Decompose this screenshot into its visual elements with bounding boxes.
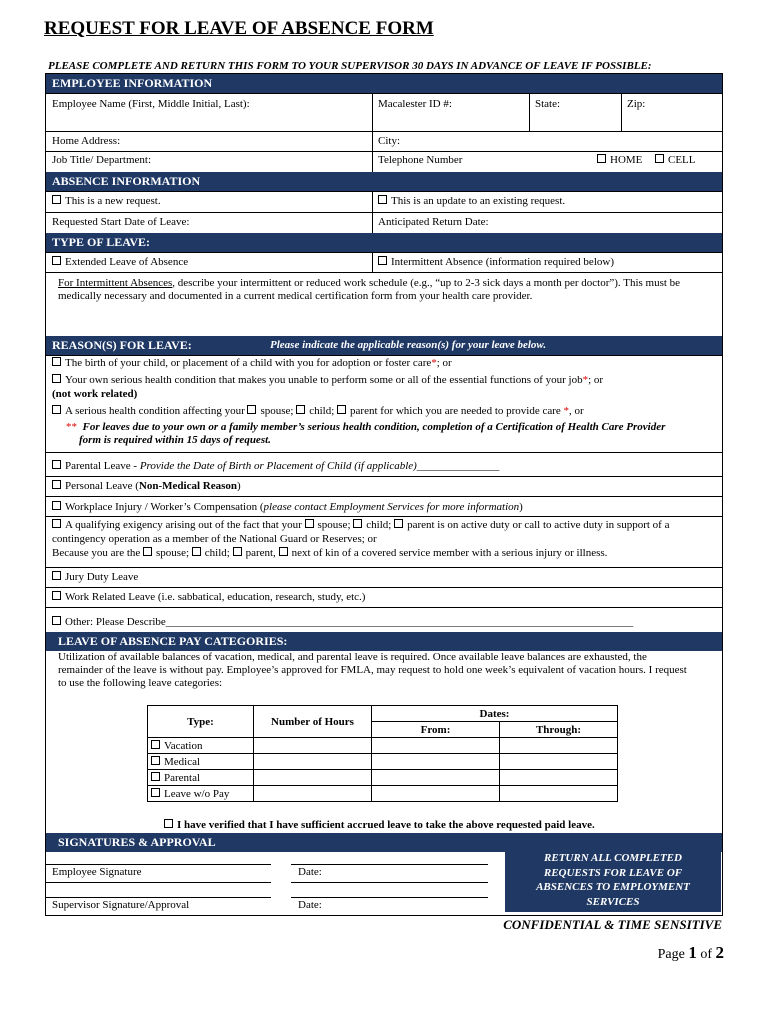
- zip-field[interactable]: Zip:: [627, 98, 646, 110]
- work-related-checkbox[interactable]: Work Related Leave (i.e. sabbatical, education, research, study, etc.): [52, 591, 365, 604]
- jury-duty-checkbox[interactable]: Jury Duty Leave: [52, 571, 138, 584]
- spouse-checkbox[interactable]: [247, 405, 256, 414]
- leave-without-pay-checkbox[interactable]: Leave w/o Pay: [148, 786, 254, 802]
- confidential-notice: CONFIDENTIAL & TIME SENSITIVE: [503, 917, 722, 932]
- checkbox-icon: [52, 591, 61, 600]
- medical-checkbox[interactable]: Medical: [148, 754, 254, 770]
- home-phone-checkbox[interactable]: HOME: [597, 154, 642, 167]
- col-type: Type:: [148, 706, 254, 738]
- page-title: REQUEST FOR LEAVE OF ABSENCE FORM: [44, 18, 434, 39]
- exigency-line2: contingency operation as a member of the National Guard or Reserves; or: [52, 533, 377, 545]
- hours-cell[interactable]: [254, 754, 372, 770]
- section-header-type: TYPE OF LEAVE:: [46, 233, 722, 252]
- hours-cell[interactable]: [254, 786, 372, 802]
- section-header-signatures: SIGNATURES & APPROVAL: [46, 833, 722, 852]
- telephone-field[interactable]: Telephone Number: [378, 154, 463, 166]
- extended-leave-checkbox[interactable]: Extended Leave of Absence: [52, 256, 188, 269]
- workplace-injury-checkbox[interactable]: Workplace Injury / Worker’s Compensation (please contact Employment Services for more information): [52, 501, 523, 514]
- checkbox-icon: [52, 357, 61, 366]
- start-date-field[interactable]: Requested Start Date of Leave:: [52, 216, 190, 228]
- from-cell[interactable]: [372, 738, 500, 754]
- pay-paragraph-line2: remainder of the leave is without pay. Employee’s approved for FMLA, may request to hold one week’s equivalent of vacation hours. I request: [58, 664, 687, 676]
- new-request-checkbox[interactable]: This is a new request.: [52, 195, 161, 208]
- checkbox-icon: [52, 460, 61, 469]
- intermittent-note-line1: For Intermittent Absences, describe your intermittent or reduced work schedule (e.g., “up to 2-3 sick days a month per doctor”). This must be: [58, 277, 681, 289]
- checkbox-icon: [52, 195, 61, 204]
- checkbox-icon: [52, 616, 61, 625]
- next-of-kin-checkbox[interactable]: [279, 547, 288, 556]
- through-cell[interactable]: [500, 754, 618, 770]
- checkbox-icon: [52, 519, 61, 528]
- checkbox-icon: [52, 405, 61, 414]
- return-date-field[interactable]: Anticipated Return Date:: [378, 216, 489, 228]
- child-checkbox[interactable]: [353, 519, 362, 528]
- table-row: [148, 770, 618, 786]
- checkbox-icon: [52, 571, 61, 580]
- job-title-field[interactable]: Job Title/ Department:: [52, 154, 151, 166]
- from-cell[interactable]: [372, 786, 500, 802]
- parent-checkbox[interactable]: [233, 547, 242, 556]
- child-checkbox[interactable]: [296, 405, 305, 414]
- parental-leave-checkbox[interactable]: Parental Leave - Provide the Date of Birth or Placement of Child (if applicable)_______________: [52, 460, 499, 473]
- employee-date-field[interactable]: Date:: [298, 866, 322, 878]
- page-number: Page 1 of 2: [657, 943, 724, 962]
- macalester-id-field[interactable]: Macalester ID #:: [378, 98, 452, 110]
- checkbox-icon: [378, 195, 387, 204]
- other-reason-checkbox[interactable]: Other: Please Describe_____________________________________________________________________________________: [52, 616, 633, 629]
- col-through: Through:: [500, 722, 618, 738]
- own-health-checkbox[interactable]: Your own serious health condition that makes you unable to perform some or all of the essential functions of your job*; or: [52, 374, 603, 387]
- col-dates: Dates:: [372, 706, 618, 722]
- through-cell[interactable]: [500, 770, 618, 786]
- section-header-absence: ABSENCE INFORMATION: [46, 172, 722, 191]
- checkbox-icon: [52, 501, 61, 510]
- from-cell[interactable]: [372, 754, 500, 770]
- checkbox-icon: [52, 374, 61, 383]
- intermittent-note-line2: medically necessary and documented in a current medical certification form from your health care provider.: [58, 290, 533, 302]
- pay-paragraph-line1: Utilization of available balances of vacation, medical, and parental leave is required. Once available leave balances are exhausted, the: [58, 651, 647, 663]
- employee-name-field[interactable]: Employee Name (First, Middle Initial, Last):: [52, 98, 250, 110]
- form-instructions: PLEASE COMPLETE AND RETURN THIS FORM TO YOUR SUPERVISOR 30 DAYS IN ADVANCE OF LEAVE IF POSSIBLE:: [48, 60, 652, 72]
- verify-accrued-leave-checkbox[interactable]: I have verified that I have sufficient accrued leave to take the above requested paid leave.: [164, 819, 595, 832]
- checkbox-icon: [151, 772, 160, 781]
- return-instructions-box: RETURN ALL COMPLETED REQUESTS FOR LEAVE OF ABSENCES TO EMPLOYMENT SERVICES: [505, 849, 721, 912]
- table-row: [148, 738, 618, 754]
- leave-categories-table: [147, 705, 618, 802]
- state-field[interactable]: State:: [535, 98, 561, 110]
- through-cell[interactable]: [500, 786, 618, 802]
- checkbox-icon: [52, 256, 61, 265]
- col-hours: Number of Hours: [254, 706, 372, 738]
- section-header-pay: LEAVE OF ABSENCE PAY CATEGORIES:: [46, 632, 722, 651]
- checkbox-icon: [655, 154, 664, 163]
- city-field[interactable]: City:: [378, 135, 401, 147]
- update-request-checkbox[interactable]: This is an update to an existing request.: [378, 195, 565, 208]
- hours-cell[interactable]: [254, 738, 372, 754]
- child-checkbox[interactable]: [192, 547, 201, 556]
- section-header-reasons: REASON(S) FOR LEAVE: Please indicate the applicable reason(s) for your leave below.: [46, 336, 722, 355]
- not-work-related-note: (not work related): [52, 388, 138, 400]
- spouse-checkbox[interactable]: [305, 519, 314, 528]
- through-cell[interactable]: [500, 738, 618, 754]
- checkbox-icon: [164, 819, 173, 828]
- table-row: [148, 754, 618, 770]
- checkbox-icon: [52, 480, 61, 489]
- supervisor-signature-field[interactable]: Supervisor Signature/Approval: [52, 899, 190, 911]
- pay-paragraph-line3: to use the following leave categories:: [58, 677, 223, 689]
- parent-checkbox[interactable]: [394, 519, 403, 528]
- personal-leave-checkbox[interactable]: Personal Leave (Non-Medical Reason): [52, 480, 241, 493]
- employee-signature-field[interactable]: Employee Signature: [52, 866, 142, 878]
- certification-note-line2: form is required within 15 days of request.: [79, 434, 271, 446]
- covered-service-member-line: Because you are the spouse; child; parent, next of kin of a covered service member with a serious injury or illness.: [52, 547, 608, 559]
- checkbox-icon: [597, 154, 606, 163]
- table-row: [148, 786, 618, 802]
- parental-checkbox[interactable]: Parental: [148, 770, 254, 786]
- supervisor-date-field[interactable]: Date:: [298, 899, 322, 911]
- certification-note-line1: ** For leaves due to your own or a family member’s serious health condition, completion of a Certification of Health Care Provider: [66, 421, 666, 433]
- checkbox-icon: [378, 256, 387, 265]
- checkbox-icon: [151, 740, 160, 749]
- exigency-checkbox[interactable]: A qualifying exigency arising out of the fact that your spouse; child; parent is on active duty or call to active duty in support of a: [52, 519, 669, 532]
- col-from: From:: [372, 722, 500, 738]
- checkbox-icon: [151, 756, 160, 765]
- birth-checkbox[interactable]: The birth of your child, or placement of a child with you for adoption or foster care*; or: [52, 357, 452, 370]
- checkbox-icon: [151, 788, 160, 797]
- from-cell[interactable]: [372, 770, 500, 786]
- home-address-field[interactable]: Home Address:: [52, 135, 121, 147]
- spouse-checkbox[interactable]: [143, 547, 152, 556]
- parent-checkbox[interactable]: [337, 405, 346, 414]
- hours-cell[interactable]: [254, 770, 372, 786]
- vacation-checkbox[interactable]: Vacation: [148, 738, 254, 754]
- family-health-checkbox[interactable]: A serious health condition affecting your spouse; child; parent for which you are needed to provide care *, or: [52, 405, 584, 418]
- cell-phone-checkbox[interactable]: CELL: [655, 154, 696, 167]
- intermittent-absence-checkbox[interactable]: Intermittent Absence (information required below): [378, 256, 614, 269]
- section-header-employee: EMPLOYEE INFORMATION: [46, 74, 722, 93]
